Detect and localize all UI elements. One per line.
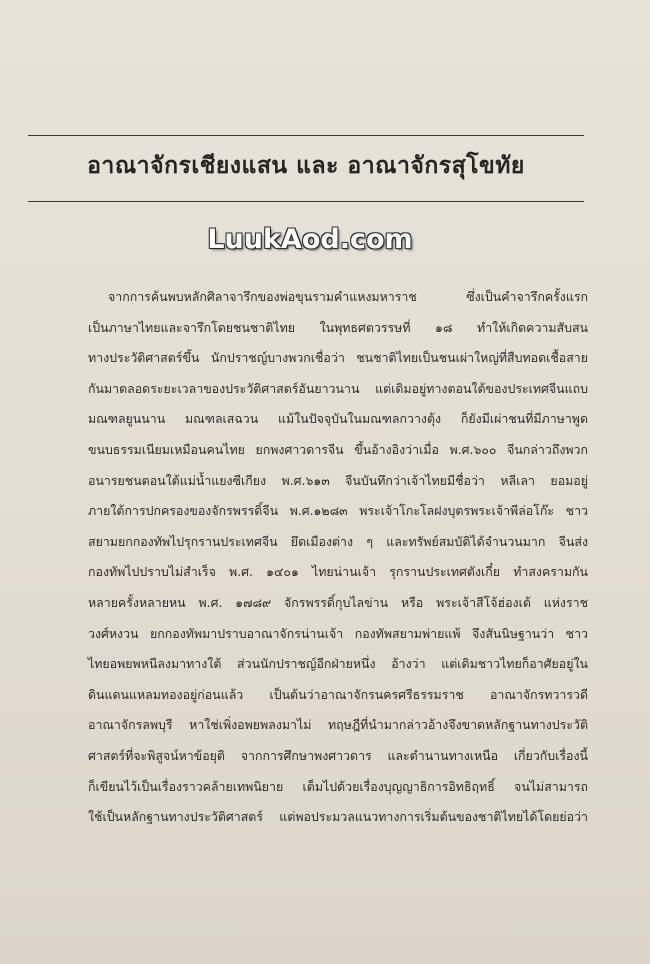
text-line: จากการค้นพบหลักศิลาจารึกของพ่อขุนรามคำแหงมหาราช ซึ่งเป็นคำจารึกครั้งแรก	[108, 289, 588, 304]
text-line: ภายใต้การปกครองของจักรพรรดิ์จีน พ.ศ.๑๒๘๓ พระเจ้าโกะโลฝงบุตรพระเจ้าพีล่อโก๊ะ ชาว	[88, 503, 588, 519]
text-line: สยามยกกองทัพไปรุกรานประเทศจีน ยึดเมืองต่าง ๆ และทรัพย์สมบัติได้จำนวนมาก จีนส่ง	[88, 533, 588, 549]
text-line: เป็นภาษาไทยและจารึกโดยชนชาติไทย ในพุทธศตวรรษที่ ๑๘ ทำให้เกิดความสับสน	[88, 319, 588, 335]
text-line: กันมาตลอดระยะเวลาของประวัติศาสตร์อันยาวนาน แต่เดิมอยู่ทางตอนใต้ของประเทศจีนแถบ	[88, 380, 588, 396]
text-line: อนารยชนตอนใต้แม่น้ำแยงซีเกียง พ.ศ.๖๑๓ จีนบันทึกว่าเจ้าไทยมีชื่อว่า หลีเลา ยอมอยู่	[88, 472, 588, 488]
top-rule	[28, 135, 584, 136]
watermark-logo: LuukAod.com	[207, 224, 413, 255]
text-line: ทางประวัติศาสตร์ขึ้น นักปราชญ์บางพวกเชื่อว่า ชนชาติไทยเป็นชนเผ่าใหญ่ที่สืบทอดเชื้อสาย	[88, 350, 588, 366]
body-paragraph	[88, 282, 588, 833]
text-line: อาณาจักรลพบุรี หาใช่เพิ่งอพยพลงมาไม่ ทฤษฎีที่นำมากล่าวอ้างจึงขาดหลักฐานทางประวัติ	[88, 717, 588, 733]
chapter-title: อาณาจักรเชียงแสน และ อาณาจักรสุโขทัย	[87, 153, 525, 179]
text-line: ขนบธรรมเนียมเหมือนคนไทย ยกพงศาวดารจีน ขึ้นอ้างอิงว่าเมื่อ พ.ศ.๖๐๐ จีนกล่าวถึงพวก	[88, 441, 588, 457]
text-line: มณฑลยูนนาน มณฑลเสฉวน แม้ในปัจจุบันในมณฑลกวางตุ้ง ก็ยังมีเผ่าชนที่มีภาษาพูด	[88, 411, 588, 427]
bottom-rule	[28, 201, 584, 202]
text-line: ไทยอพยพหนีลงมาทางใต้ ส่วนนักปราชญ์อีกฝ่ายหนึ่ง อ้างว่า แต่เดิมชาวไทยก็อาศัยอยู่ใน	[88, 656, 588, 672]
text-line: ศาสตร์ที่จะพิสูจน์หาข้อยุติ จากการศึกษาพงศาวดาร และตำนานทางเหนือ เกี่ยวกับเรื่องนี้	[88, 747, 588, 763]
text-line: ใช้เป็นหลักฐานทางประวัติศาสตร์ แต่พอประมวลแนวทางการเริ่มต้นของชาติไทยได้โดยย่อว่า	[88, 809, 588, 825]
text-line: วงศ์หงวน ยกกองทัพมาปราบอาณาจักรน่านเจ้า กองทัพสยามพ่ายแพ้ จึงสันนิษฐานว่า ชาว	[88, 625, 588, 641]
text-line: หลายครั้งหลายหน พ.ศ. ๑๗๘๙ จักรพรรดิ์กุบไลข่าน หรือ พระเจ้าสีโจ้ฮ่องเต้ แห่งราช	[88, 594, 588, 610]
text-line: ก็เขียนไว้เป็นเรื่องราวคล้ายเทพนิยาย เต็มไปด้วยเรื่องบุญญาธิการอิทธิฤทธิ์ จนไม่สามารถ	[88, 778, 588, 794]
text-line: ดินแดนแหลมทองอยู่ก่อนแล้ว เป็นต้นว่าอาณาจักรนครศรีธรรมราช อาณาจักรทวารวดี	[88, 686, 588, 702]
text-line: กองทัพไปปราบไม่สำเร็จ พ.ศ. ๑๔๐๑ ไทยน่านเจ้า รุกรานประเทศตังเกี๋ย ทำสงครามกัน	[88, 564, 588, 580]
